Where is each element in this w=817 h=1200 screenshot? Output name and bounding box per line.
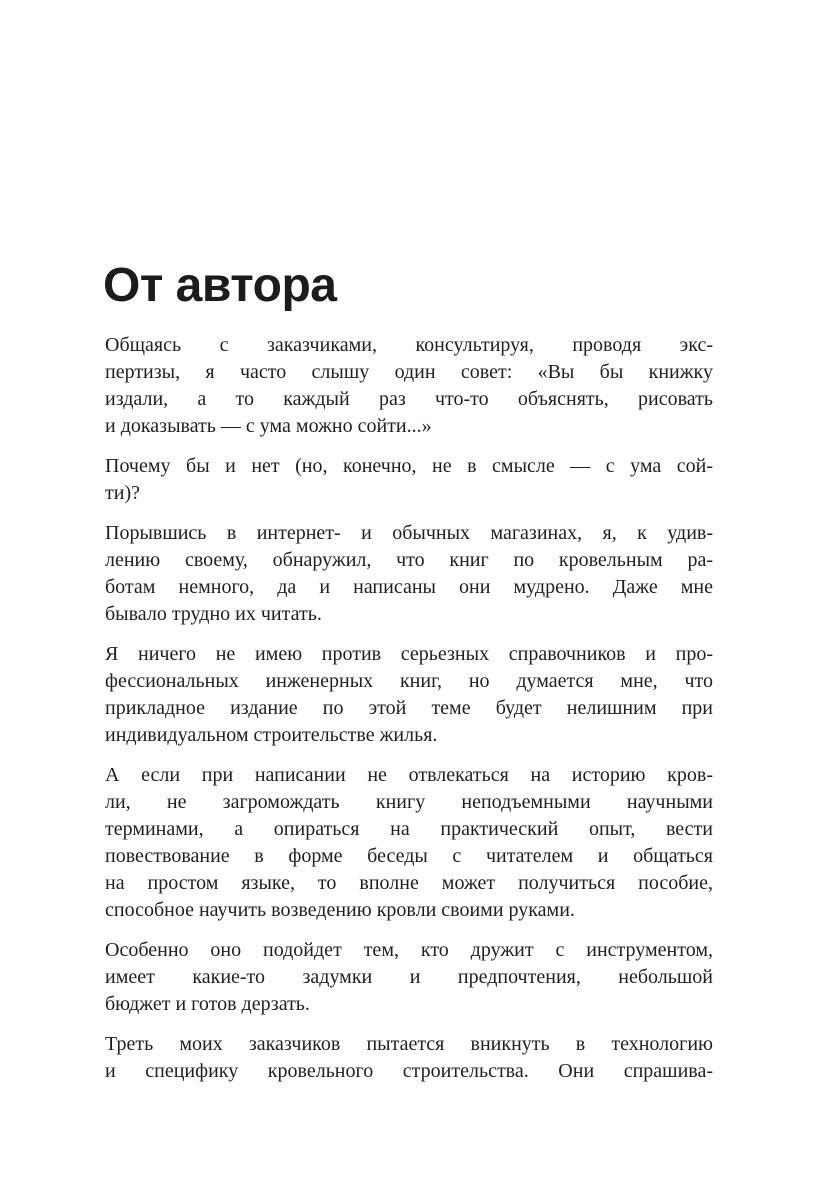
text-line: фессиональных инженерных книг, но думается мне, что — [105, 670, 713, 692]
text-line: Я ничего не имею против серьезных справочников и про- — [105, 643, 713, 665]
text-line: ли, не загромождать книгу неподъемными научными — [105, 791, 713, 813]
text-line: на простом языке, то вполне может получиться пособие, — [105, 872, 713, 894]
paragraph — [105, 641, 713, 749]
paragraph — [105, 1031, 713, 1085]
text-line: повествование в форме беседы с читателем и общаться — [105, 845, 713, 867]
text-line: Общаясь с заказчиками, консультируя, проводя экс- — [105, 334, 713, 356]
text-line: А если при написании не отвлекаться на историю кров- — [105, 764, 713, 786]
paragraph — [105, 520, 713, 628]
text-line: имеет какие-то задумки и предпочтения, небольшой — [105, 966, 713, 988]
text-line: и специфику кровельного строительства. Они спрашива- — [105, 1060, 713, 1082]
text-line: ти)? — [105, 482, 140, 504]
text-line: лению своему, обнаружил, что книг по кровельным ра- — [105, 549, 713, 571]
text-line: способное научить возведению кровли своими руками. — [105, 899, 575, 921]
paragraph — [105, 762, 713, 924]
text-line: индивидуальном строительстве жилья. — [105, 724, 438, 746]
text-line: Порывшись в интернет- и обычных магазинах, я, к удив- — [105, 522, 713, 544]
text-line: ботам немного, да и написаны они мудрено. Даже мне — [105, 576, 713, 598]
paragraph — [105, 937, 713, 1018]
text-line: терминами, а опираться на практический опыт, вести — [105, 818, 713, 840]
text-line: бюджет и готов дерзать. — [105, 993, 310, 1015]
text-line: и доказывать — с ума можно сойти...» — [105, 415, 432, 437]
text-line: Почему бы и нет (но, конечно, не в смысле — с ума сой- — [105, 455, 713, 477]
text-line: Особенно оно подойдет тем, кто дружит с инструментом, — [105, 939, 713, 961]
paragraph — [105, 453, 713, 507]
text-line: бывало трудно их читать. — [105, 603, 322, 625]
text-line: пертизы, я часто слышу один совет: «Вы бы книжку — [105, 361, 713, 383]
text-line: прикладное издание по этой теме будет нелишним при — [105, 697, 713, 719]
body-text — [105, 332, 713, 1098]
paragraph — [105, 332, 713, 440]
text-line: Треть моих заказчиков пытается вникнуть в технологию — [105, 1033, 713, 1055]
text-line: издали, а то каждый раз что-то объяснять, рисовать — [105, 388, 713, 410]
page-title: От автора — [103, 259, 337, 313]
